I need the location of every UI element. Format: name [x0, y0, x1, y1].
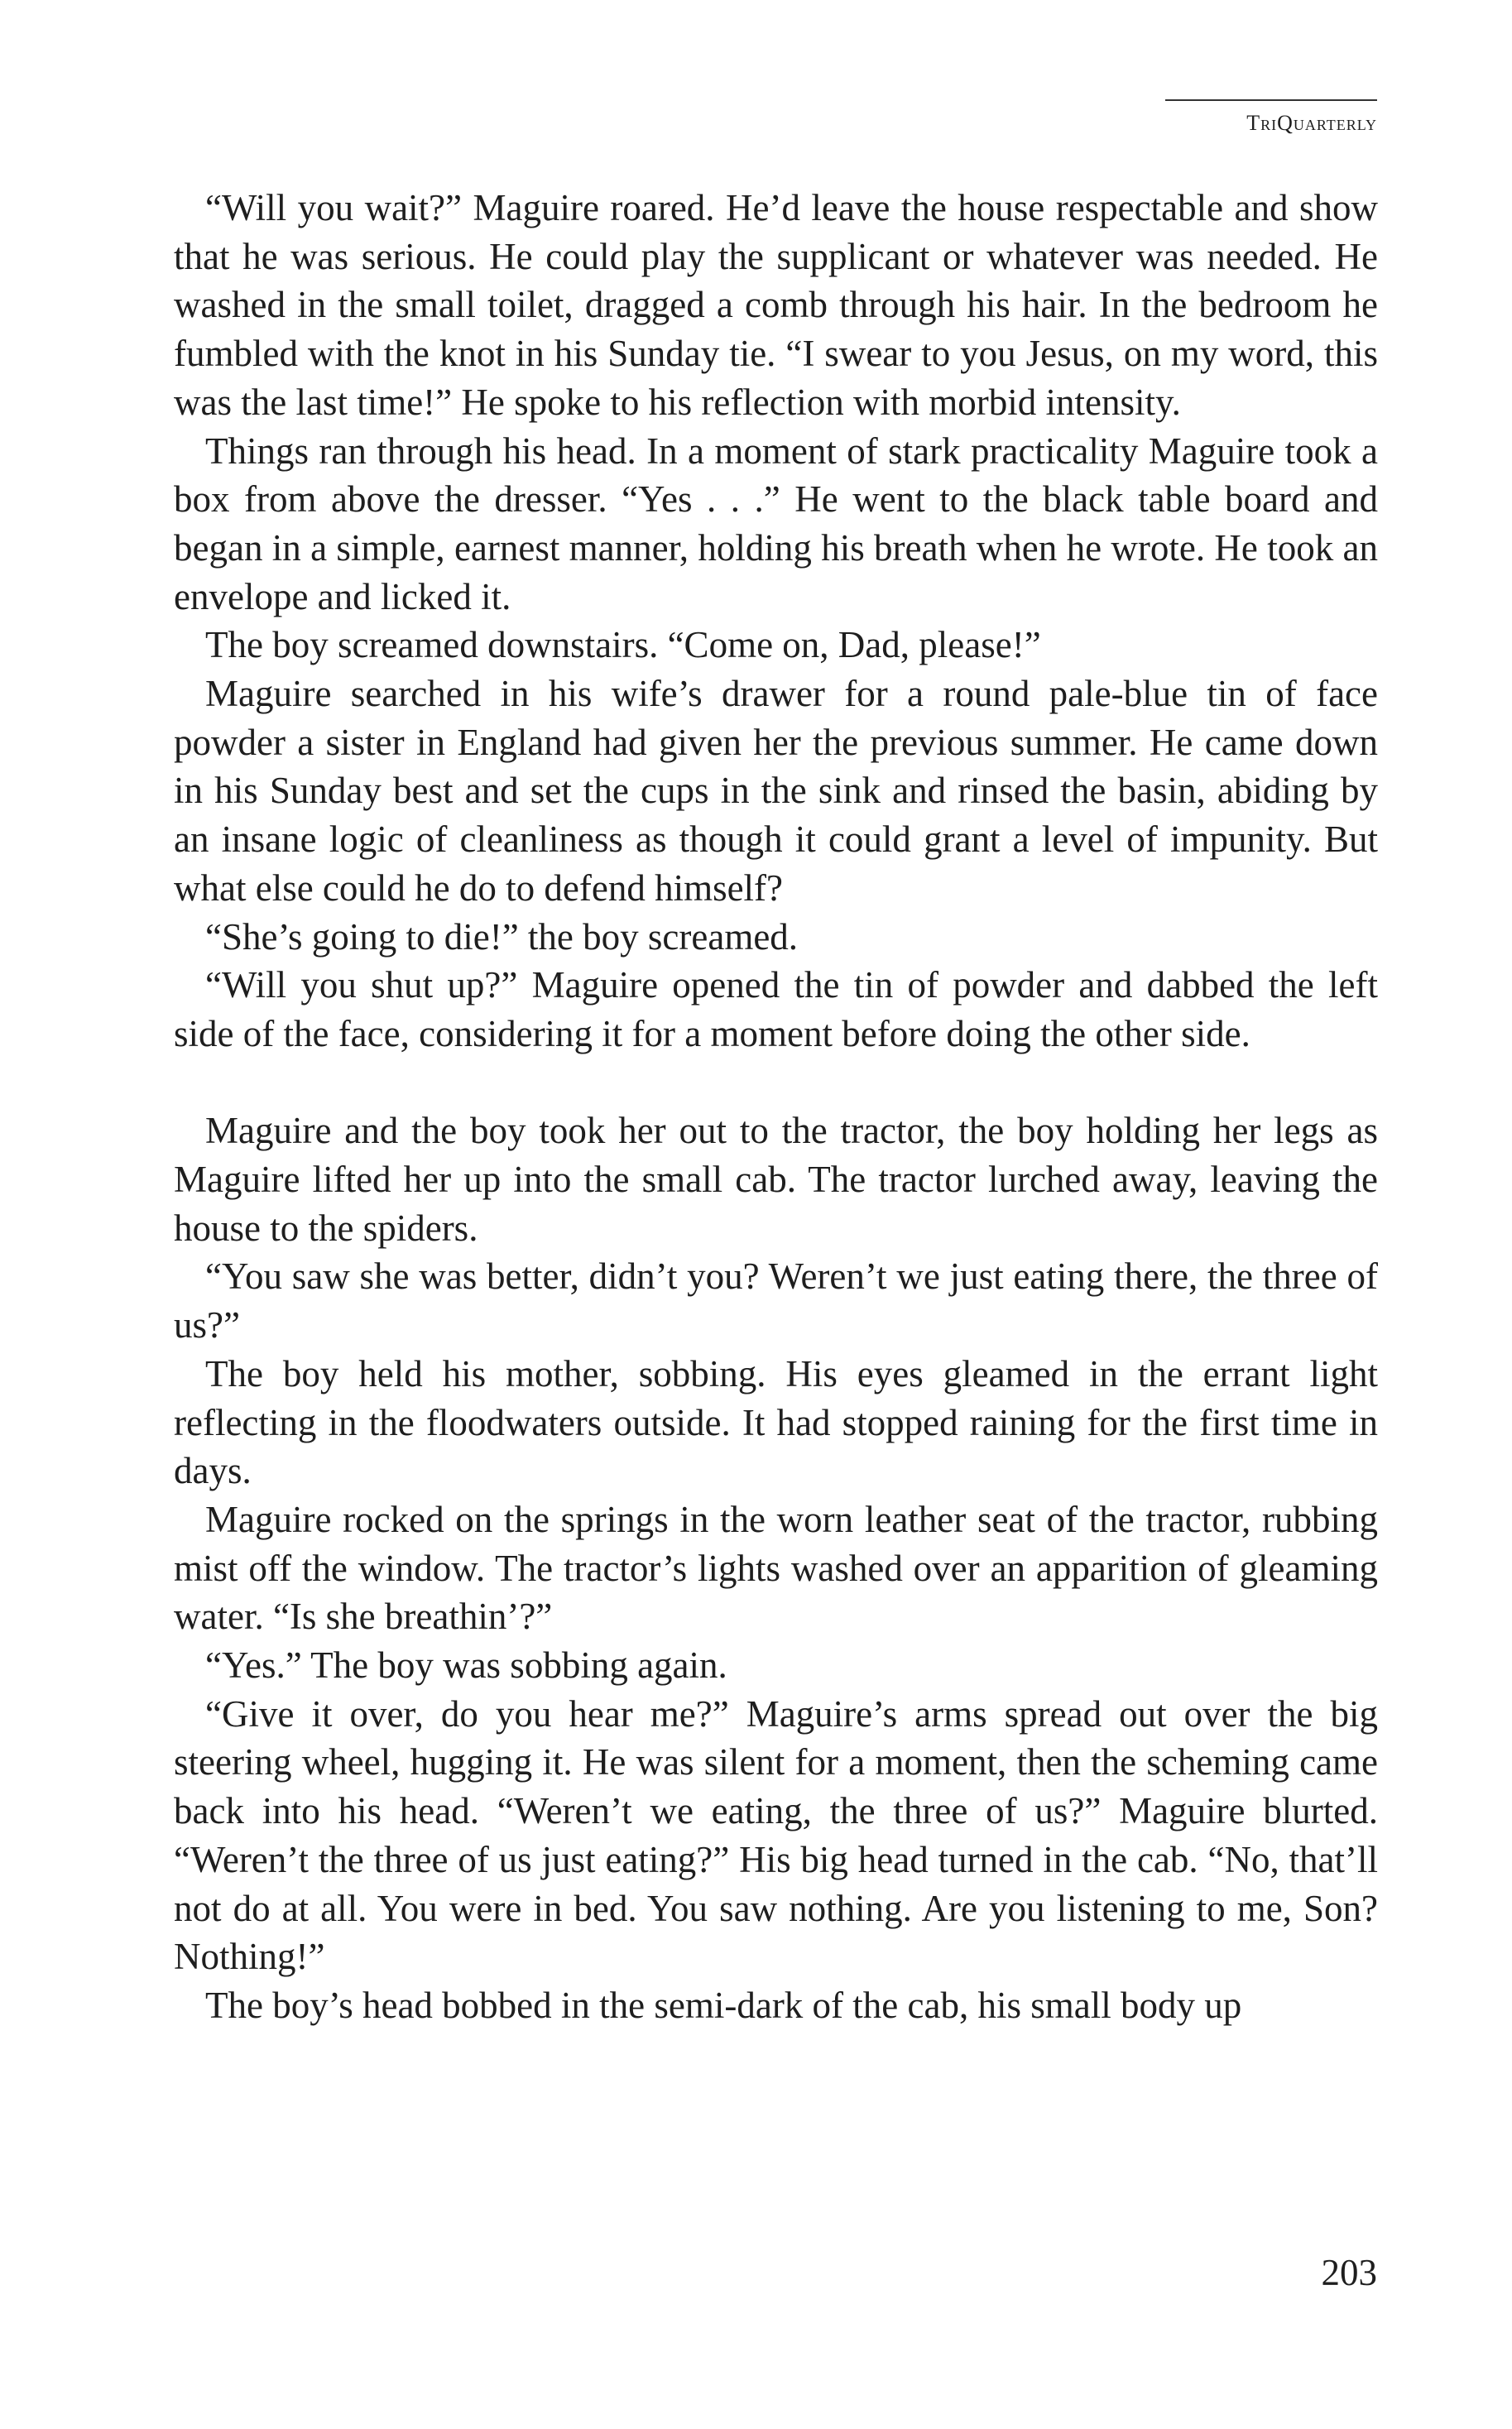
paragraph: The boy held his mother, sobbing. His eyes gleamed in the errant light reflecting in the floodwaters outside. It had stopped raining for the first time in days. — [174, 1352, 1378, 1492]
section-break — [174, 1058, 1378, 1107]
running-head: TriQuarterly — [1165, 99, 1377, 136]
paragraph: Maguire searched in his wife’s drawer for a round pale-blue tin of face powder a sister in England had given her the previous summer. He came down in his Sunday best and set the cups in the sink and rinsed the basin, abiding by an insane logic of cleanliness as though it could grant a level of impunity. But what else could he do to defend himself? — [174, 673, 1378, 909]
paragraph: “Will you shut up?” Maguire opened the tin of powder and dabbed the left side of the face, considering it for a moment before doing the other side. — [174, 964, 1378, 1054]
paragraph: The boy’s head bobbed in the semi-dark of the cab, his small body up — [205, 1985, 1242, 2026]
paragraph: “Will you wait?” Maguire roared. He’d leave the house respectable and show that he was serious. He could play the supplicant or whatever was needed. He washed in the small toilet, dragged a comb through his hair. In the bedroom he fumbled with the knot in his Sunday tie. “I swear to you Jesus, on my word, this was the last time!” He spoke to his reflection with morbid intensity. — [174, 187, 1378, 423]
paragraph: “Give it over, do you hear me?” Maguire’s arms spread out over the big steering wheel, hugging it. He was silent for a moment, then the scheming came back into his head. “Weren’t we eating, the three of us?” Maguire blurted. “Weren’t the three of us just eating?” His big head turned in the cab. “No, that’ll not do at all. You were in bed. You saw nothing. Are you listening to me, Son? Nothing!” — [174, 1692, 1378, 1978]
paragraph: “Yes.” The boy was sobbing again. — [205, 1644, 727, 1687]
paragraph: The boy screamed downstairs. “Come on, Dad, please!” — [205, 624, 1041, 666]
paragraph: Maguire rocked on the springs in the worn leather seat of the tractor, rubbing mist off the window. The tractor’s lights washed over an apparition of gleaming water. “Is she breathin’?” — [174, 1498, 1378, 1638]
paragraph: “She’s going to die!” the boy screamed. — [205, 915, 799, 958]
paragraph: “You saw she was better, didn’t you? Weren’t we just eating there, the three of us?” — [174, 1255, 1378, 1347]
body-text — [174, 184, 1378, 2030]
page-number: 203 — [1321, 2252, 1377, 2293]
paragraph: Maguire and the boy took her out to the tractor, the boy holding her legs as Maguire lifted her up into the small cab. The tractor lurched away, leaving the house to the spiders. — [174, 1110, 1378, 1249]
paragraph: Things ran through his head. In a moment of stark practicality Maguire took a box from above the dresser. “Yes . . .” He went to the black table board and began in a simple, earnest manner, holding his breath when he wrote. He took an envelope and licked it. — [174, 430, 1378, 617]
